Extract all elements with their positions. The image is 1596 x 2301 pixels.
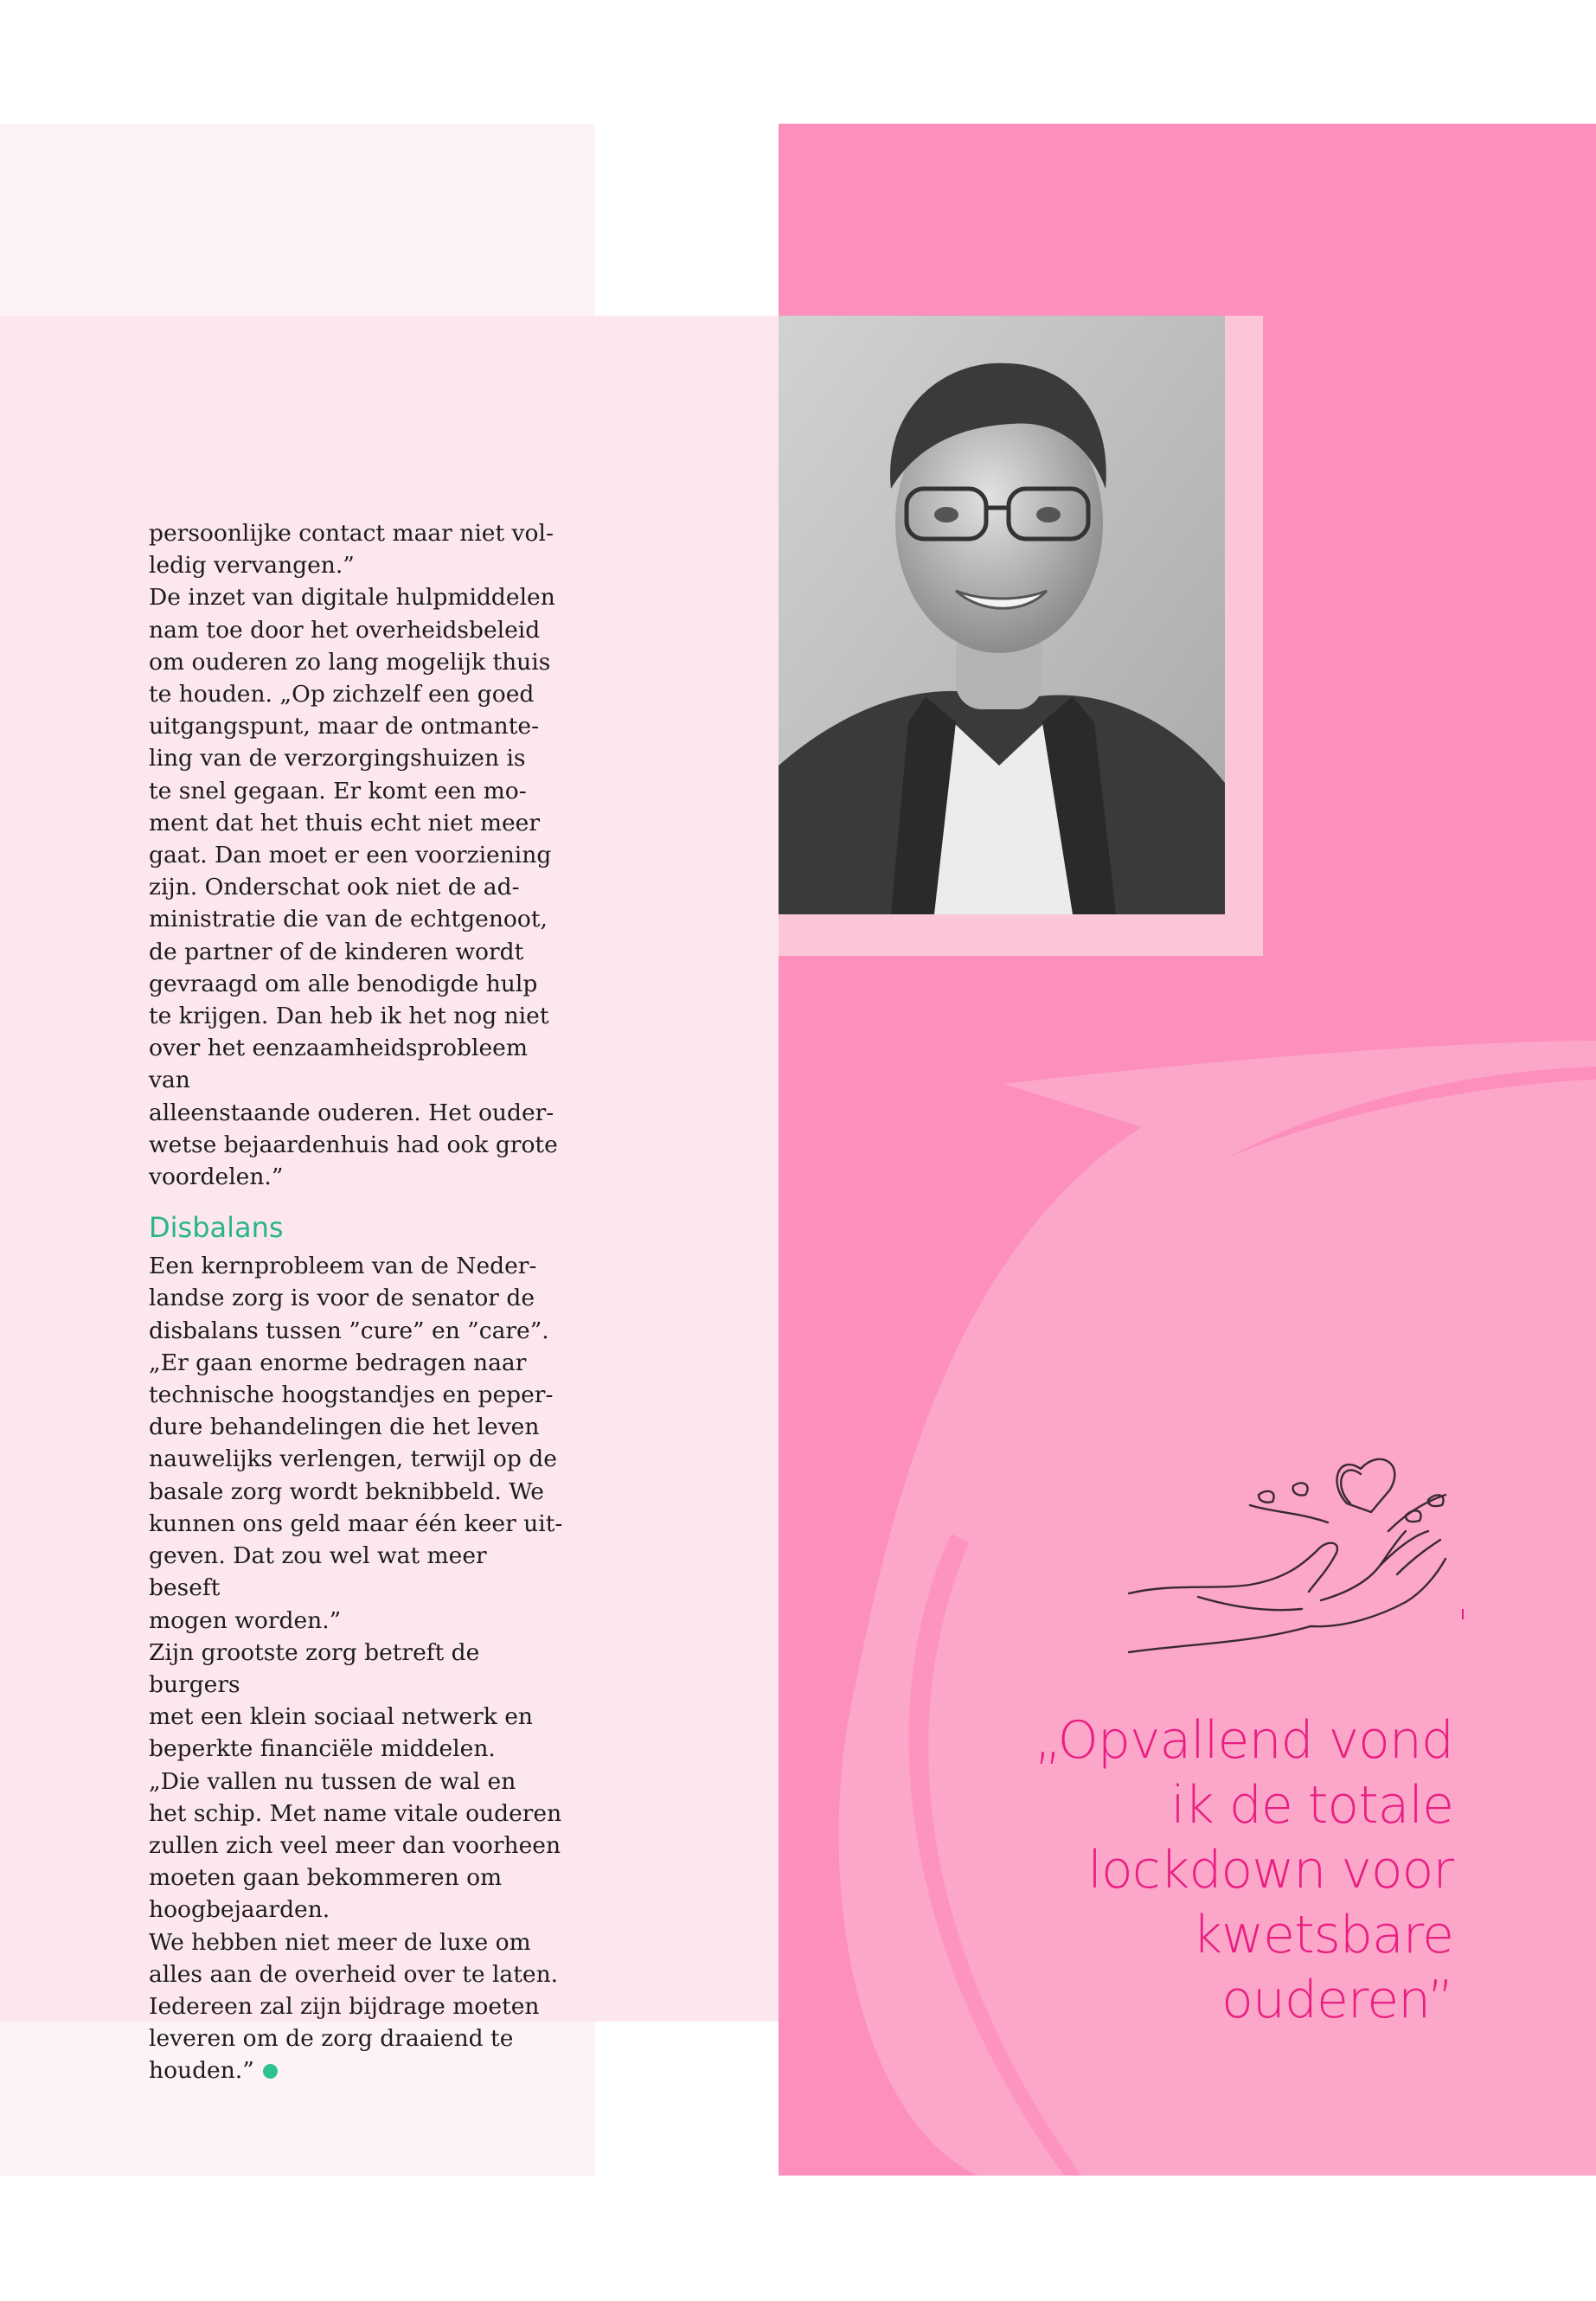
portrait-photo [779, 316, 1225, 914]
pull-quote-line: kwetsbare [1192, 1905, 1453, 1965]
end-mark-icon [263, 2064, 278, 2079]
pull-quote-line: lockdown voor [1087, 1840, 1453, 1900]
pull-quote-line: ouderen” [1221, 1970, 1453, 2030]
hand-heart-icon [1120, 1401, 1466, 1661]
article-paragraph: persoonlijke contact maar niet vol- ledig vervangen.” [149, 520, 554, 580]
pull-quote-line: „Opvallend vond [1034, 1710, 1453, 1771]
pull-quote [1021, 1708, 1453, 2033]
article-paragraph: De inzet van digitale hulpmiddelen nam toe door het overheidsbeleid om ouderen zo lang mogelijk thuis te houden. „Op zichzelf een goed uitgangspunt, maar de ontmante- ling van de verzorgingshuizen is te snel gegaan. Er komt een mo- ment dat het thuis echt niet meer gaat. Dan moet er een voorziening zijn. Onderschat ook niet de ad- ministratie die van de echtgenoot, de partner of de kinderen wordt gevraagd om alle benodigde hulp te krijgen. Dan heb ik het nog niet over het eenzaamheidsprobleem van alleenstaande ouderen. Het ouder- wetse bejaardenhuis had ook grote voordelen.” [149, 584, 558, 1191]
section-subheading: Disbalans [149, 1211, 284, 1245]
pull-quote-line: ik de totale [1170, 1775, 1453, 1836]
article-paragraph: Een kernprobleem van de Neder- landse zorg is voor de senator de disbalans tussen ”cure” en ”care”. „Er gaan enorme bedragen naar technische hoogstandjes en peper- dure behandelingen die het leven nauwelijks verlengen, terwijl op de basale zorg wordt beknibbeld. We kunnen ons geld maar één keer uit- geven. Dat zou wel wat meer beseft mogen worden.” [149, 1253, 563, 1634]
article-paragraph [149, 1637, 564, 2087]
article-paragraph-text: Zijn grootste zorg betreft de burgers met een klein sociaal netwerk en beperkte financiële middelen. „Die vallen nu tussen de wal en het schip. Met name vitale ouderen zullen zich veel meer dan voorheen moeten gaan bekommeren om hoogbejaarden. We hebben niet meer de luxe om alles aan de overheid over te laten. Iedereen zal zijn bijdrage moeten leveren om de zorg draaiend te houden.” [149, 1638, 562, 2085]
portrait-photo-icon [779, 316, 1225, 914]
article-body [149, 517, 564, 2087]
